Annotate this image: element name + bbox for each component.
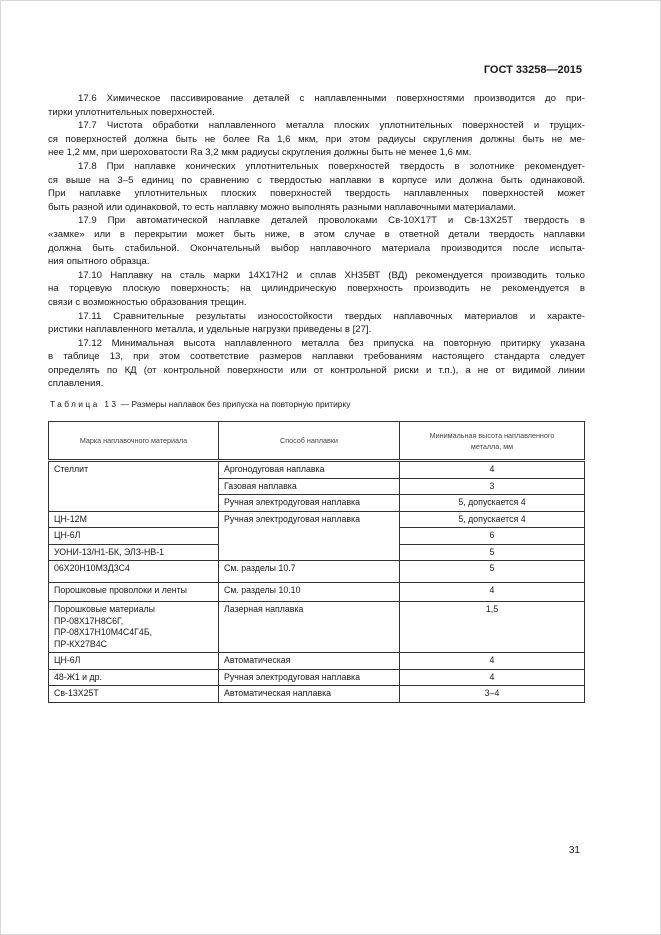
cell-height: 5 xyxy=(400,544,585,561)
cell-height: 6 xyxy=(400,528,585,545)
header-min-height xyxy=(400,422,585,461)
cell-height: 3 xyxy=(400,478,585,495)
paragraph-line: ристики наплавленного металла, и удельные нагрузки приведены в [27]. xyxy=(48,324,372,336)
cell-material: Св-13Х25Т xyxy=(49,686,219,703)
material-line: ПР-08Х17Н8С6Г, xyxy=(54,615,124,626)
cell-material: Стеллит xyxy=(49,461,219,512)
table-caption-text: — Размеры наплавок без припуска на повторную притирку xyxy=(118,399,351,410)
paragraph-line: нее 1,2 мм, при шероховатости Ra 3,2 мкм радиусы скругления должны быть не менее 1,6 мм. xyxy=(48,147,472,159)
paragraph-line: на торцевую плоскую поверхность; на цилиндрическую поверхность производить не рекомендуется в xyxy=(48,283,585,295)
paragraph-line: должна быть стабильной. Окончательный выбор наплавочного материала производится после испыта- xyxy=(48,242,585,254)
cell-height: 5 xyxy=(400,561,585,583)
material-line: ПР-КХ27В4С xyxy=(54,638,108,649)
cell-height: 4 xyxy=(400,669,585,686)
paragraph-line: «замке» или в перекрытии может быть ниже, в этом случае в ответной детали твердость наплавки xyxy=(48,228,585,240)
cell-method: Автоматическая xyxy=(219,653,400,670)
cell-method: Аргонодуговая наплавка xyxy=(219,461,400,479)
page-number: 31 xyxy=(568,845,580,856)
table-row xyxy=(49,653,585,670)
paragraph-line: 17.11 Сравнительные результаты износостойкости твердых наплавочных материалов и характе- xyxy=(78,310,585,322)
paragraph-line: 17.12 Минимальная высота наплавленного металла без припуска на повторную притирку указана xyxy=(78,337,585,349)
cell-material: 06Х20Н10М3Д3С4 xyxy=(49,561,219,583)
cell-material: УОНИ-13/Н1-БК, ЭЛЗ-НВ-1 xyxy=(49,544,219,561)
cell-material: Порошковые проволоки и ленты xyxy=(49,583,219,602)
table-row xyxy=(49,561,585,583)
paragraph xyxy=(48,92,585,119)
paragraph-line: быть разной или одинаковой, то есть наплавку можно выполнять разными наплавочными материалами. xyxy=(48,201,516,213)
cell-height: 3–4 xyxy=(400,686,585,703)
paragraph-line: тирки уплотнительных поверхностей. xyxy=(48,106,215,118)
cell-method: Газовая наплавка xyxy=(219,478,400,495)
cell-material: 48-Ж1 и др. xyxy=(49,669,219,686)
cell-method: Ручная электродуговая наплавка xyxy=(219,511,400,561)
paragraph-line: 17.10 Наплавку на сталь марки 14Х17Н2 и сплав ХН35ВТ (ВД) рекомендуется производить только xyxy=(78,269,585,281)
table-row xyxy=(49,511,585,528)
material-line: Порошковые материалы xyxy=(54,604,155,615)
paragraph xyxy=(48,269,585,310)
cell-method: Ручная электродуговая наплавка xyxy=(219,669,400,686)
cell-method: См. разделы 10.7 xyxy=(219,561,400,583)
paragraph xyxy=(48,337,585,391)
table-row xyxy=(49,461,585,479)
table-13 xyxy=(48,421,585,703)
table-caption xyxy=(50,399,585,410)
table-row xyxy=(49,583,585,602)
paragraph xyxy=(48,160,585,214)
document-body xyxy=(48,92,585,391)
table-caption-label: Таблица 13 xyxy=(50,399,119,410)
standard-number-header: ГОСТ 33258—2015 xyxy=(483,64,582,76)
cell-height: 4 xyxy=(400,583,585,602)
cell-height: 1,5 xyxy=(400,602,585,653)
paragraph-line: При наплавке уплотнительных плоских поверхностей твердость наплавленных поверхностей может xyxy=(48,188,585,200)
cell-height: 4 xyxy=(400,461,585,479)
cell-material xyxy=(49,602,219,653)
cell-height: 4 xyxy=(400,653,585,670)
cell-method: Лазерная наплавка xyxy=(219,602,400,653)
paragraph-line: ся поверхностей должна быть не более Ra 1,6 мкм, при этом радиусы скругления должны быть не ме- xyxy=(48,133,585,145)
paragraph xyxy=(48,119,585,160)
paragraph-line: 17.8 При наплавке конических уплотнительных поверхностей твердость в золотнике рекомендует- xyxy=(78,160,585,172)
paragraph-line: ся выше на 3–5 единиц по сравнению с твердостью наплавки в корпусе или должна быть одинаковой. xyxy=(48,174,585,186)
paragraph-line: в таблице 13, при этом соответствие размеров наплавки требованиям настоящего стандарта следует xyxy=(48,351,585,363)
paragraph-line: 17.6 Химическое пассивирование деталей с наплавленными поверхностями производится до при- xyxy=(78,93,585,104)
paragraph-line: 17.9 При автоматической наплавке деталей проволоками Св-10Х17Т и Св-13Х25Т твердость в xyxy=(78,215,585,227)
table-row xyxy=(49,602,585,653)
cell-height: 5, допускается 4 xyxy=(400,511,585,528)
cell-height: 5, допускается 4 xyxy=(400,495,585,512)
paragraph-line: определять по КД (от контрольной поверхности или от контрольной риски и т.п.), а не от видимой линии xyxy=(48,364,585,376)
header-method: Способ наплавки xyxy=(219,422,400,461)
table-row xyxy=(49,669,585,686)
paragraph xyxy=(48,310,585,337)
paragraph xyxy=(48,214,585,268)
paragraph-line: сплавления. xyxy=(48,378,104,390)
header-material: Марка наплавочного материала xyxy=(49,422,219,461)
material-line: ПР-08Х17Н10М4С4Г4Б, xyxy=(54,627,153,638)
paragraph-line: ния опытного образца. xyxy=(48,256,150,268)
table-row xyxy=(49,686,585,703)
document-flow xyxy=(48,92,585,703)
paragraph-line: связи с возможностью образования трещин. xyxy=(48,296,247,308)
cell-method: Ручная электродуговая наплавка xyxy=(219,495,400,512)
paragraph-line: 17.7 Чистота обработки наплавленного металла плоских уплотнительных поверхностей и трущих- xyxy=(78,120,585,132)
header-min-height-text: Минимальная высота наплавленного металла, мм xyxy=(429,430,555,451)
cell-method: См. разделы 10.10 xyxy=(219,583,400,602)
table-header-row xyxy=(49,422,585,461)
cell-method: Автоматическая наплавка xyxy=(219,686,400,703)
cell-material: ЦН-6Л xyxy=(49,653,219,670)
cell-material: ЦН-6Л xyxy=(49,528,219,545)
cell-material: ЦН-12М xyxy=(49,511,219,528)
